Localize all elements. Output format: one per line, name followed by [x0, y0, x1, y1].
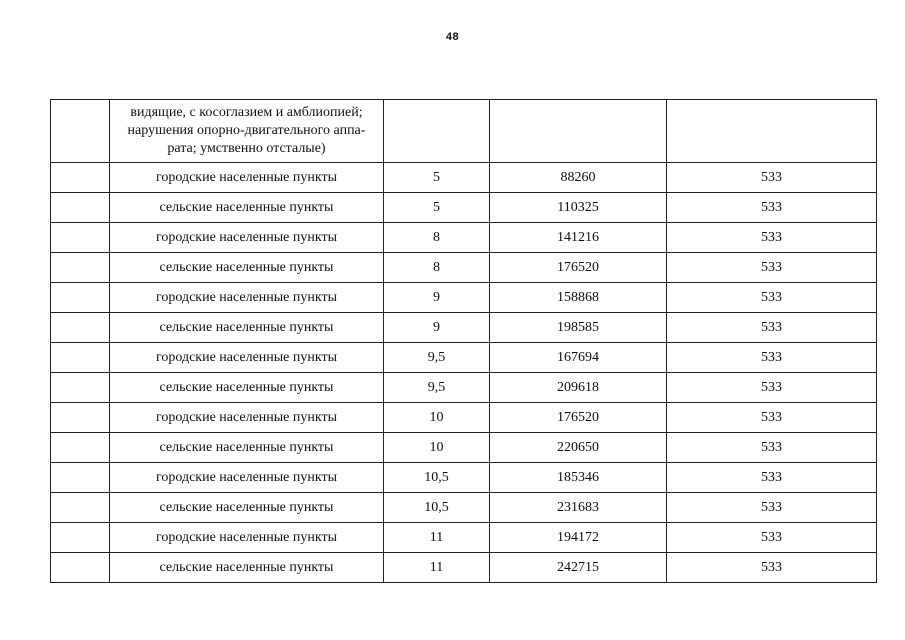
settlement-type-cell: городские населенные пункты [110, 403, 384, 433]
row-number-cell [51, 253, 110, 283]
value-a-cell: 9 [384, 313, 490, 343]
table-row [51, 523, 877, 553]
value-a-cell: 10,5 [384, 493, 490, 523]
settlement-type-cell: городские населенные пункты [110, 463, 384, 493]
value-b-cell: 176520 [490, 403, 667, 433]
settlement-type-cell: сельские населенные пункты [110, 373, 384, 403]
settlement-type-cell: сельские населенные пункты [110, 193, 384, 223]
page-number: 48 [445, 31, 460, 43]
settlement-type-cell: сельские населенные пункты [110, 313, 384, 343]
row-number-cell [51, 343, 110, 373]
value-c-cell: 533 [667, 223, 877, 253]
settlement-type-cell: городские населенные пункты [110, 283, 384, 313]
empty-cell [384, 100, 490, 163]
category-line: нарушения опорно-двигательного аппа- [127, 123, 366, 138]
value-a-cell: 10 [384, 433, 490, 463]
value-c-cell: 533 [667, 373, 877, 403]
row-number-cell [51, 100, 110, 163]
value-a-cell: 5 [384, 193, 490, 223]
table-row [51, 223, 877, 253]
value-a-cell: 11 [384, 523, 490, 553]
value-a-cell: 9,5 [384, 343, 490, 373]
table-row [51, 253, 877, 283]
table-row [51, 283, 877, 313]
row-number-cell [51, 553, 110, 583]
value-b-cell: 110325 [490, 193, 667, 223]
settlement-type-cell: сельские населенные пункты [110, 253, 384, 283]
value-c-cell: 533 [667, 283, 877, 313]
value-b-cell: 176520 [490, 253, 667, 283]
value-a-cell: 8 [384, 253, 490, 283]
value-a-cell: 8 [384, 223, 490, 253]
row-number-cell [51, 493, 110, 523]
value-a-cell: 5 [384, 163, 490, 193]
row-number-cell [51, 193, 110, 223]
value-c-cell: 533 [667, 493, 877, 523]
row-number-cell [51, 463, 110, 493]
category-description-cell [110, 100, 384, 163]
value-b-cell: 242715 [490, 553, 667, 583]
row-number-cell [51, 163, 110, 193]
value-b-cell: 185346 [490, 463, 667, 493]
value-b-cell: 198585 [490, 313, 667, 343]
value-b-cell: 194172 [490, 523, 667, 553]
value-c-cell: 533 [667, 343, 877, 373]
value-a-cell: 9,5 [384, 373, 490, 403]
value-a-cell: 9 [384, 283, 490, 313]
row-number-cell [51, 283, 110, 313]
value-b-cell: 158868 [490, 283, 667, 313]
value-b-cell: 141216 [490, 223, 667, 253]
settlement-type-cell: сельские населенные пункты [110, 493, 384, 523]
row-number-cell [51, 313, 110, 343]
settlement-type-cell: городские населенные пункты [110, 163, 384, 193]
table-row [51, 493, 877, 523]
value-c-cell: 533 [667, 403, 877, 433]
value-c-cell: 533 [667, 313, 877, 343]
table-row [51, 343, 877, 373]
category-line: видящие, с косоглазием и амблиопией; [130, 105, 363, 120]
normative-table [50, 99, 877, 583]
table-body [51, 100, 877, 583]
row-number-cell [51, 433, 110, 463]
category-header-row [51, 100, 877, 163]
value-c-cell: 533 [667, 163, 877, 193]
value-a-cell: 11 [384, 553, 490, 583]
table-row [51, 463, 877, 493]
row-number-cell [51, 523, 110, 553]
value-b-cell: 231683 [490, 493, 667, 523]
row-number-cell [51, 373, 110, 403]
table-row [51, 313, 877, 343]
value-b-cell: 167694 [490, 343, 667, 373]
value-c-cell: 533 [667, 193, 877, 223]
value-c-cell: 533 [667, 463, 877, 493]
value-b-cell: 220650 [490, 433, 667, 463]
settlement-type-cell: городские населенные пункты [110, 223, 384, 253]
table-row [51, 163, 877, 193]
value-c-cell: 533 [667, 553, 877, 583]
category-line: рата; умственно отсталые) [167, 141, 326, 156]
table-row [51, 403, 877, 433]
row-number-cell [51, 223, 110, 253]
row-number-cell [51, 403, 110, 433]
table-row [51, 553, 877, 583]
table-row [51, 433, 877, 463]
settlement-type-cell: городские населенные пункты [110, 343, 384, 373]
value-b-cell: 88260 [490, 163, 667, 193]
value-a-cell: 10 [384, 403, 490, 433]
value-c-cell: 533 [667, 523, 877, 553]
empty-cell [490, 100, 667, 163]
settlement-type-cell: сельские населенные пункты [110, 553, 384, 583]
value-b-cell: 209618 [490, 373, 667, 403]
value-a-cell: 10,5 [384, 463, 490, 493]
table-row [51, 373, 877, 403]
empty-cell [667, 100, 877, 163]
table-row [51, 193, 877, 223]
settlement-type-cell: сельские населенные пункты [110, 433, 384, 463]
value-c-cell: 533 [667, 253, 877, 283]
settlement-type-cell: городские населенные пункты [110, 523, 384, 553]
value-c-cell: 533 [667, 433, 877, 463]
